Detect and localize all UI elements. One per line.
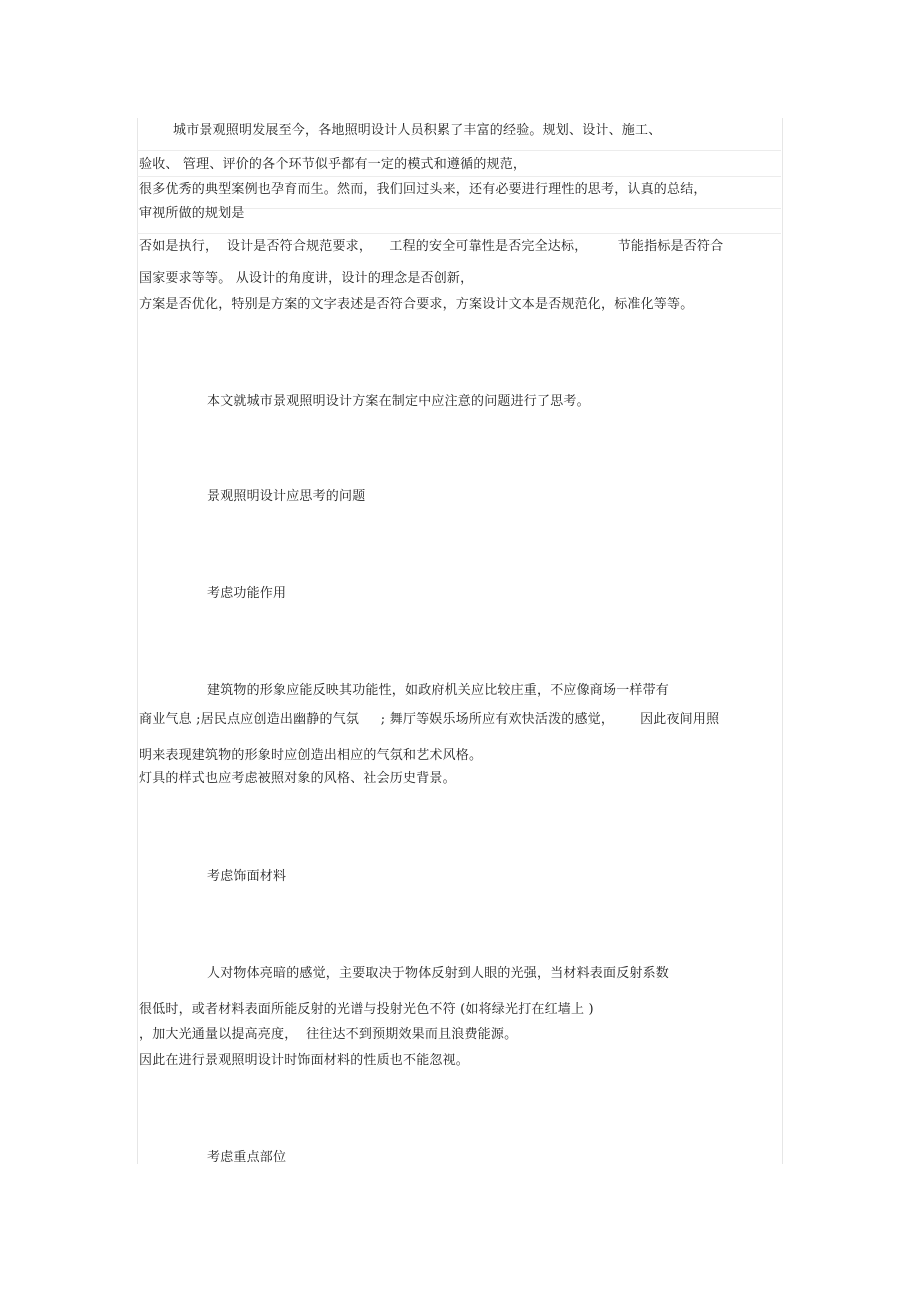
material-line-2: 很低时，或者材料表面所能反射的光谱与投射光色不符 (如将绿光打在红墙上 ) (139, 1002, 594, 1017)
intro-line-1: 城市景观照明发展至今，各地照明设计人员积累了丰富的经验。规划、设计、施工、 (173, 123, 662, 138)
intro-line-7: 方案是否优化，特别是方案的文字表述是否符合要求，方案设计文本是否规范化，标准化等等。 (139, 297, 694, 312)
function-line-2: 商业气息 ;居民点应创造出幽静的气氛 ; 舞厅等娱乐场所应有欢快活泼的感觉， 因此夜间用照 (139, 712, 720, 727)
intro-line-4: 审视所做的规划是 (139, 206, 245, 221)
function-line-4: 灯具的样式也应考虑被照对象的风格、社会历史背景。 (139, 771, 456, 786)
function-line-3: 明来表现建筑物的形象时应创造出相应的气氛和艺术风格。 (139, 748, 483, 763)
divider (137, 150, 781, 151)
function-line-1: 建筑物的形象应能反映其功能性，如政府机关应比较庄重，不应像商场一样带有 (207, 683, 670, 698)
subheading-function: 考虑功能作用 (207, 586, 287, 601)
purpose-paragraph: 本文就城市景观照明设计方案在制定中应注意的问题进行了思考。 (207, 394, 590, 409)
divider (137, 176, 781, 177)
intro-line-5: 否如是执行， 设计是否符合规范要求， 工程的安全可靠性是否完全达标， 节能指标是否符合 (139, 239, 724, 254)
subheading-material: 考虑饰面材料 (207, 869, 287, 884)
material-line-4: 因此在进行景观照明设计时饰面材料的性质也不能忽视。 (139, 1053, 470, 1068)
material-line-3: ，加大光通量以提高亮度， 往往达不到预期效果而且浪费能源。 (139, 1027, 518, 1042)
material-line-1: 人对物体亮暗的感觉，主要取决于物体反射到人眼的光强，当材料表面反射系数 (207, 966, 670, 981)
intro-line-3: 很多优秀的典型案例也孕育而生。然而，我们回过头来，还有必要进行理性的思考，认真的总结， (139, 182, 707, 197)
divider (137, 233, 781, 234)
intro-line-6: 国家要求等等。 从设计的角度讲，设计的理念是否创新， (139, 271, 474, 286)
section-heading: 景观照明设计应思考的问题 (207, 489, 366, 504)
subheading-focus: 考虑重点部位 (207, 1150, 287, 1165)
intro-line-2: 验收、 管理、评价的各个环节似乎都有一定的模式和遵循的规范， (139, 157, 527, 172)
